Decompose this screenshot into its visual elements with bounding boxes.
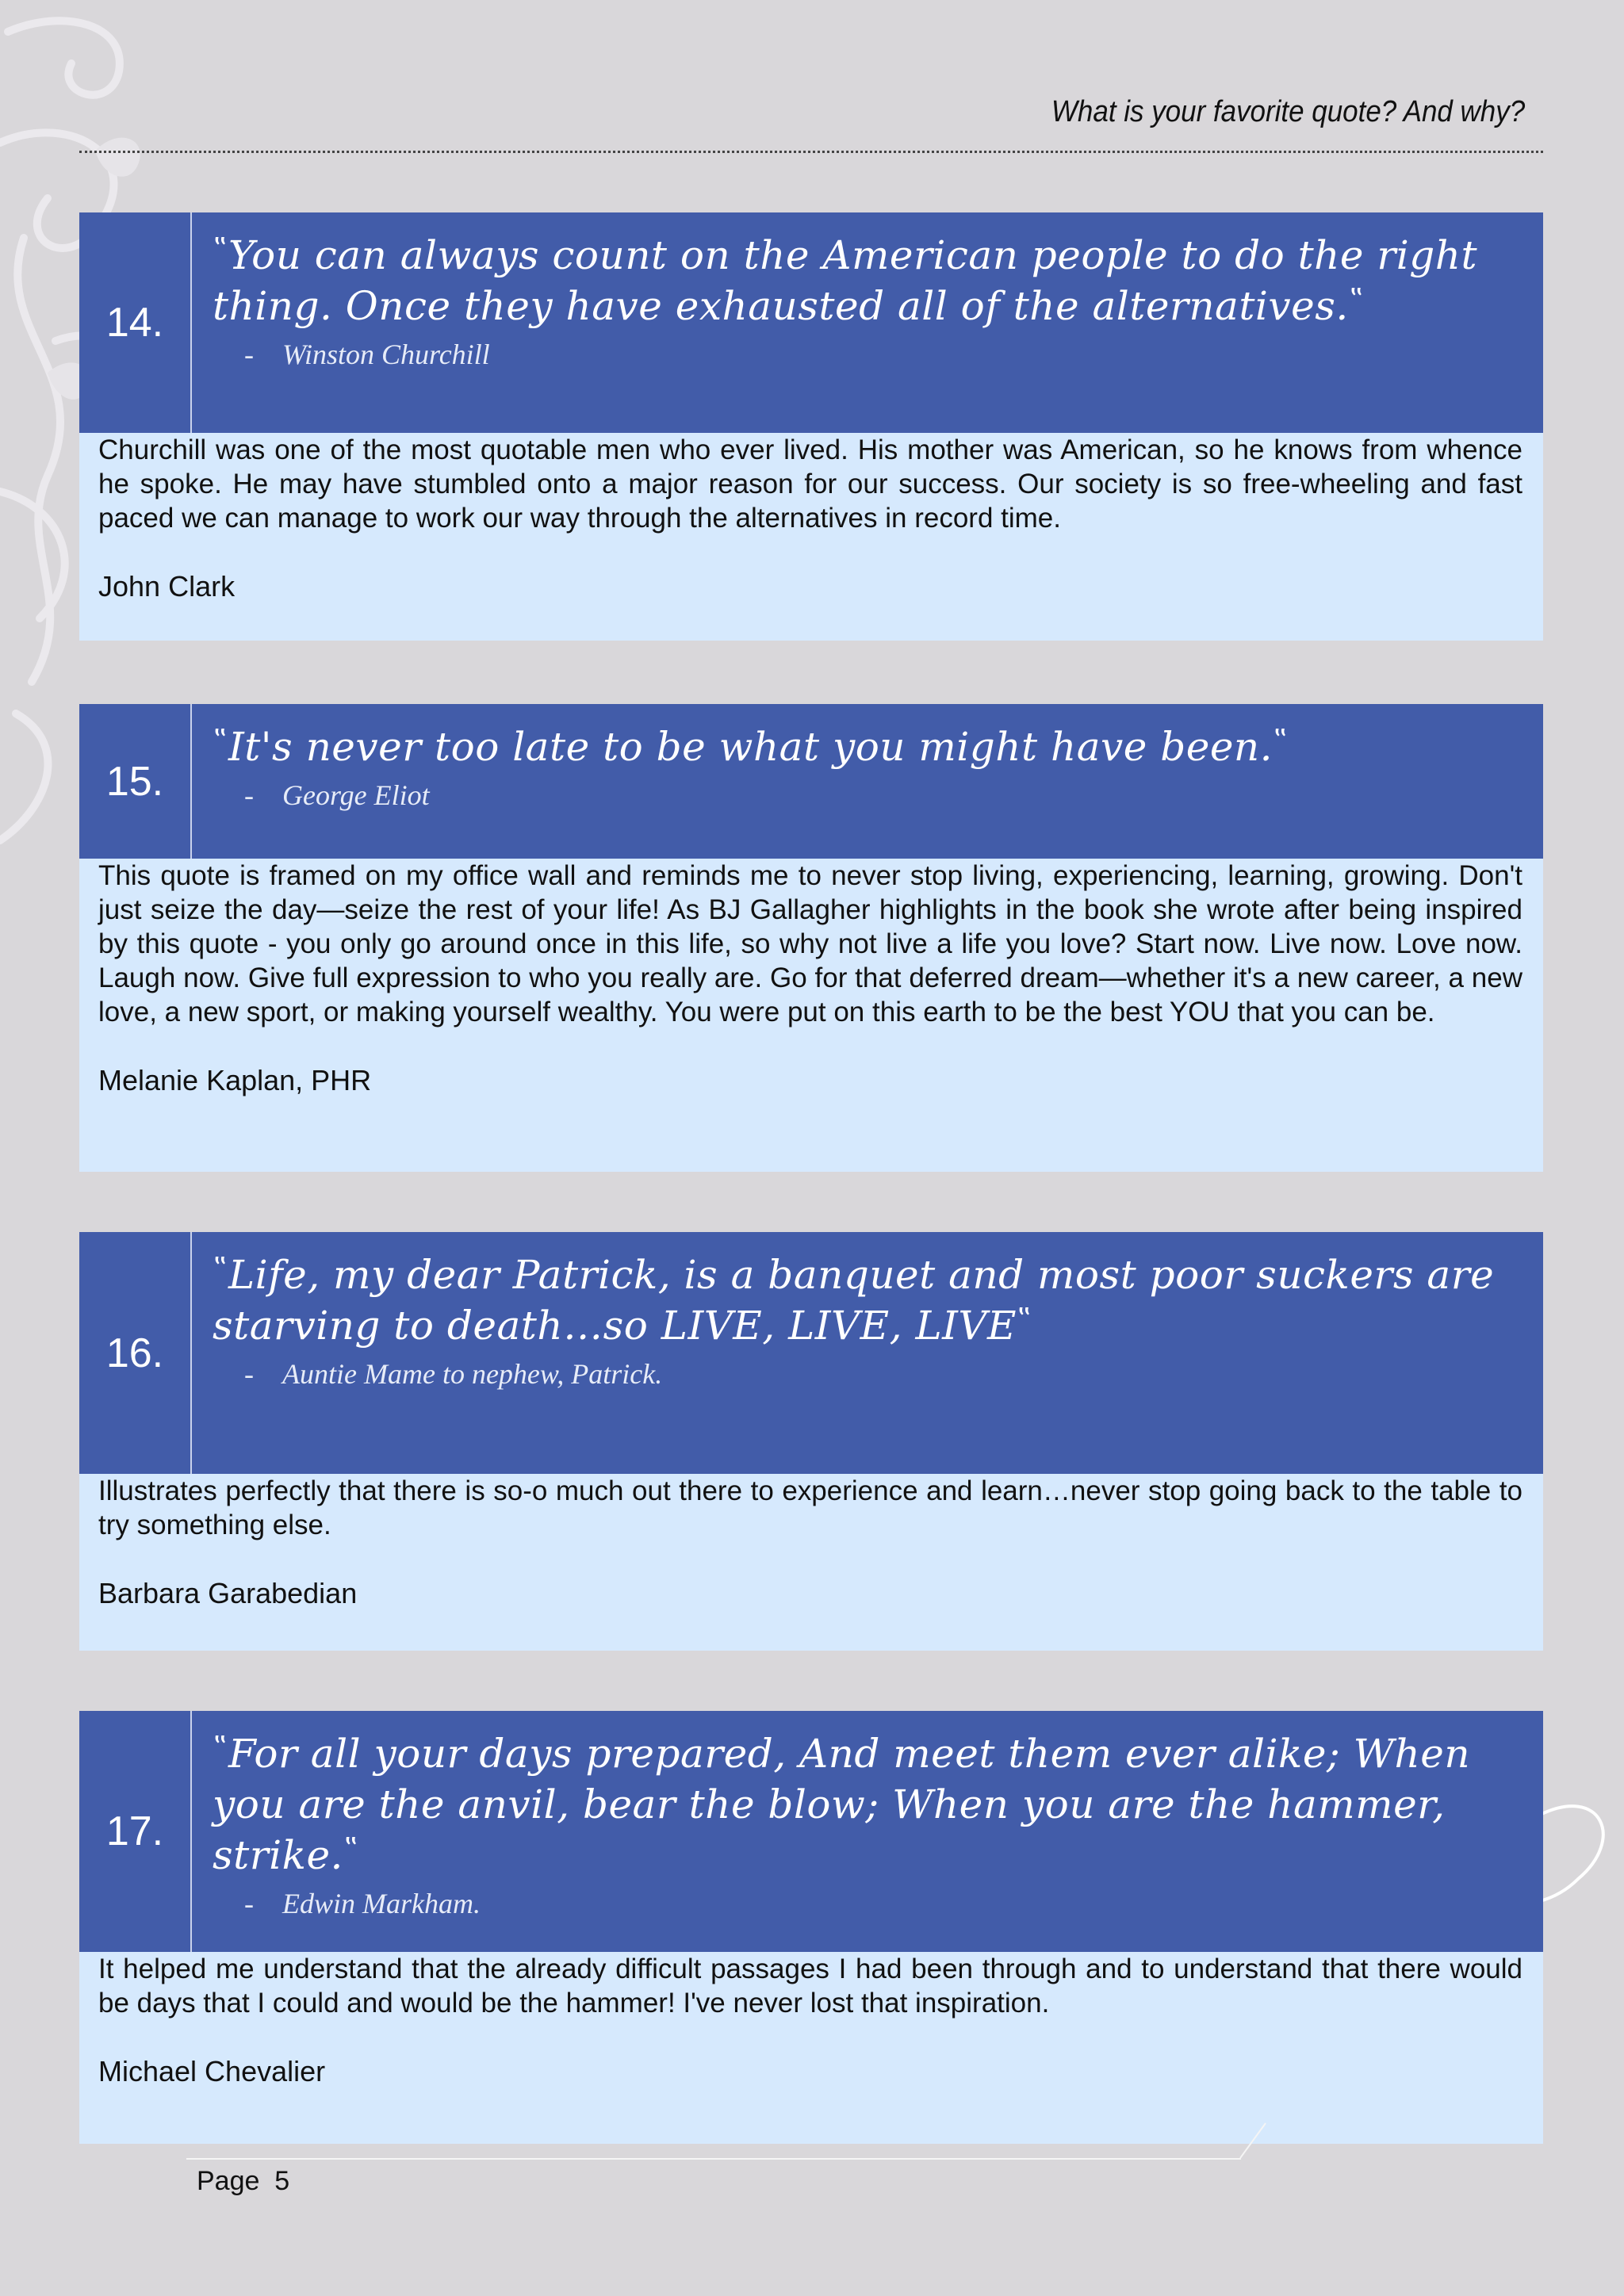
comment-panel xyxy=(79,1474,1543,1651)
contributor-name: Michael Chevalier xyxy=(98,2055,326,2087)
quote-block xyxy=(192,1711,1543,1952)
contributor-name: Melanie Kaplan, PHR xyxy=(98,1064,372,1096)
quote-block xyxy=(192,1232,1543,1474)
quote-author: - Auntie Mame to nephew, Patrick. xyxy=(244,1358,663,1390)
comment-text: Illustrates perfectly that there is so-o much out there to experience and learn…never stop going back to the table to try something else. xyxy=(98,1475,1522,1540)
entry-number: 14. xyxy=(79,212,192,433)
quote-text: ‟Life, my dear Patrick, is a banquet and most poor suckers are starving to death…so LIVE, LIVE, LIVE‟ xyxy=(213,1251,1495,1349)
quote-block xyxy=(192,704,1543,859)
entry-number: 17. xyxy=(79,1711,192,1952)
entry-number: 15. xyxy=(79,704,192,859)
entry-number: 16. xyxy=(79,1232,192,1474)
comment-panel xyxy=(79,433,1543,641)
header-divider xyxy=(79,151,1543,153)
quote-header-band xyxy=(79,704,1543,859)
comment-panel xyxy=(79,1952,1543,2144)
quote-entry-16 xyxy=(79,1232,1543,1651)
quote-entry-17 xyxy=(79,1711,1543,2144)
page-number: Page 5 xyxy=(197,2166,290,2196)
quote-text: ‟You can always count on the American people to do the right thing. Once they have exhausted all of the alternatives.‟ xyxy=(213,232,1478,329)
quote-entry-15 xyxy=(79,704,1543,1172)
comment-text: It helped me understand that the already difficult passages I had been through and to understand that there would be days that I could and would be the hammer! I've never lost that inspiration. xyxy=(98,1954,1522,2019)
comment-text: Churchill was one of the most quotable men who ever lived. His mother was American, so he knows from whence he spoke. He may have stumbled onto a major reason for our success. Our society is so free-wheeling and fast paced we can manage to work our way through the alternatives in record time. xyxy=(98,434,1522,534)
comment-panel xyxy=(79,859,1543,1172)
quote-text: ‟It's never too late to be what you might have been.‟ xyxy=(213,723,1289,770)
quote-entry-14 xyxy=(79,212,1543,641)
quote-header-band xyxy=(79,1232,1543,1474)
quote-author: - Winston Churchill xyxy=(244,339,490,370)
comment-text: This quote is framed on my office wall and reminds me to never stop living, experiencing, learning, growing. Don't just seize the day—seize the rest of your life! As BJ Gallagher highlights in the book she wrote after being inspired by this quote - you only go around once in this life, so why not live a life you love? Start now. Live now. Love now. Laugh now. Give full expression to who you really are. Go for that deferred dream—whether it's a new career, a new love, a new sport, or making yourself wealthy. You were put on this earth to be the best YOU that you can be. xyxy=(98,860,1522,1027)
quote-block xyxy=(192,212,1543,433)
quote-text: ‟For all your days prepared, And meet them ever alike; When you are the anvil, bear the blow; When you are the hammer, strike.‟ xyxy=(213,1730,1471,1878)
contributor-name: John Clark xyxy=(98,570,236,603)
quote-author: - George Eliot xyxy=(244,779,430,811)
quote-header-band xyxy=(79,212,1543,433)
footer-divider-accent xyxy=(1237,2122,1269,2160)
quote-header-band xyxy=(79,1711,1543,1952)
contributor-name: Barbara Garabedian xyxy=(98,1577,358,1609)
footer-divider xyxy=(186,2158,1241,2160)
quote-author: - Edwin Markham. xyxy=(244,1888,481,1919)
page-header-title: What is your favorite quote? And why? xyxy=(1051,95,1525,128)
